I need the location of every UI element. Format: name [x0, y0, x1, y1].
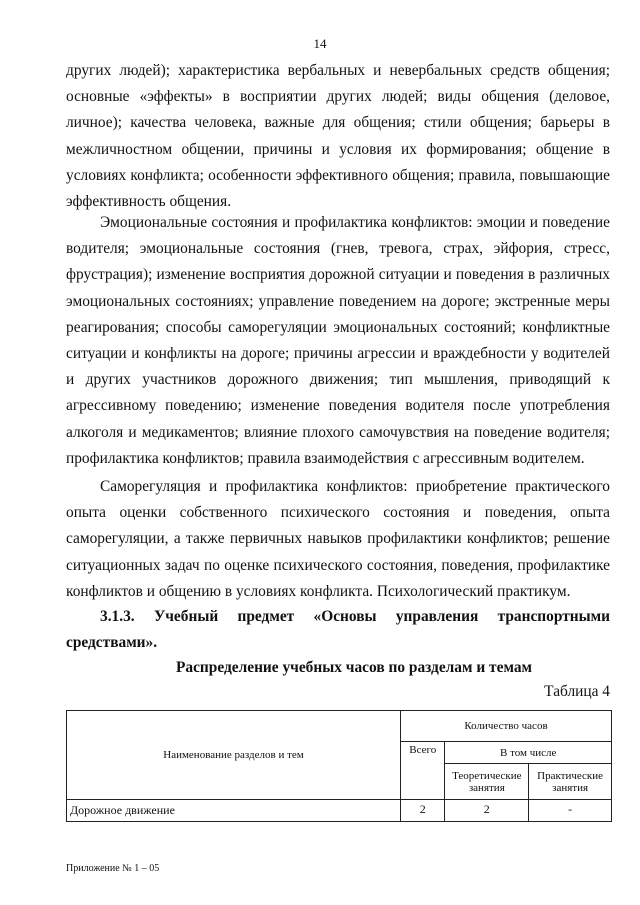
paragraph-emotional-states: Эмоциональные состояния и профилактика конфликтов: эмоции и поведение водителя; эмоциональные состояния (гнев, тревога, страх, эйфория, стресс, фрустрация); изменение восприятия дорожной ситуации и поведения в различных эмоциональных состояниях; управление поведением на дороге; экстренные меры реагирования; способы саморегуляции эмоциональных состояний; конфликтные ситуации и конфликты на дороге; причины агрессии и враждебности у водителей и других участников дорожного движения; тип мышления, приводящий к агрессивному поведению; изменение поведения водителя после употребления алкоголя и медикаментов; влияние плохого самочувствия на поведение водителя; профилактика конфликтов; правила взаимодействия с агрессивным водителем.	[66, 214, 610, 467]
section-title: Распределение учебных часов по разделам и темам	[176, 659, 532, 676]
subsection-heading	[66, 604, 610, 656]
row-theory-cell: 2	[445, 800, 529, 822]
header-including-cell: В том числе	[445, 742, 612, 764]
row-name-cell: Дорожное движение	[67, 800, 401, 822]
row-practice-cell: -	[529, 800, 612, 822]
row-total-cell: 2	[401, 800, 445, 822]
hours-table	[66, 710, 612, 822]
table-row	[67, 800, 612, 822]
page-number: 14	[313, 36, 327, 51]
subsection-number: 3.1.3.	[100, 608, 135, 625]
header-name-cell: Наименование разделов и тем	[67, 711, 401, 800]
subsection-title: Учебный предмет «Основы управления транспортными средствами».	[66, 608, 610, 652]
header-theory-cell: Теоретические занятия	[445, 764, 529, 800]
header-total-cell: Всего	[401, 742, 445, 800]
header-hours-cell: Количество часов	[401, 711, 612, 742]
header-practice-cell: Практические занятия	[529, 764, 612, 800]
paragraph-communication: других людей); характеристика вербальных и невербальных средств общения; основные «эффекты» в восприятии других людей; виды общения (деловое, личное); качества человека, важные для общения; стили общения; барьеры в межличностном общении, причины и условия их формирования; общение в условиях конфликта; особенности эффективного общения; правила, повышающие эффективность общения.	[66, 62, 610, 211]
paragraph-self-regulation: Саморегуляция и профилактика конфликтов: приобретение практического опыта оценки собственного психического состояния и поведения, опыта саморегуляции, а также первичных навыков профилактики конфликтов; решение ситуационных задач по оценке психического состояния, поведения, профилактике конфликтов и общению в условиях конфликта. Психологический практикум.	[66, 478, 610, 600]
table-caption: Таблица 4	[544, 683, 610, 700]
footer-note: Приложение № 1 – 05	[66, 863, 160, 874]
